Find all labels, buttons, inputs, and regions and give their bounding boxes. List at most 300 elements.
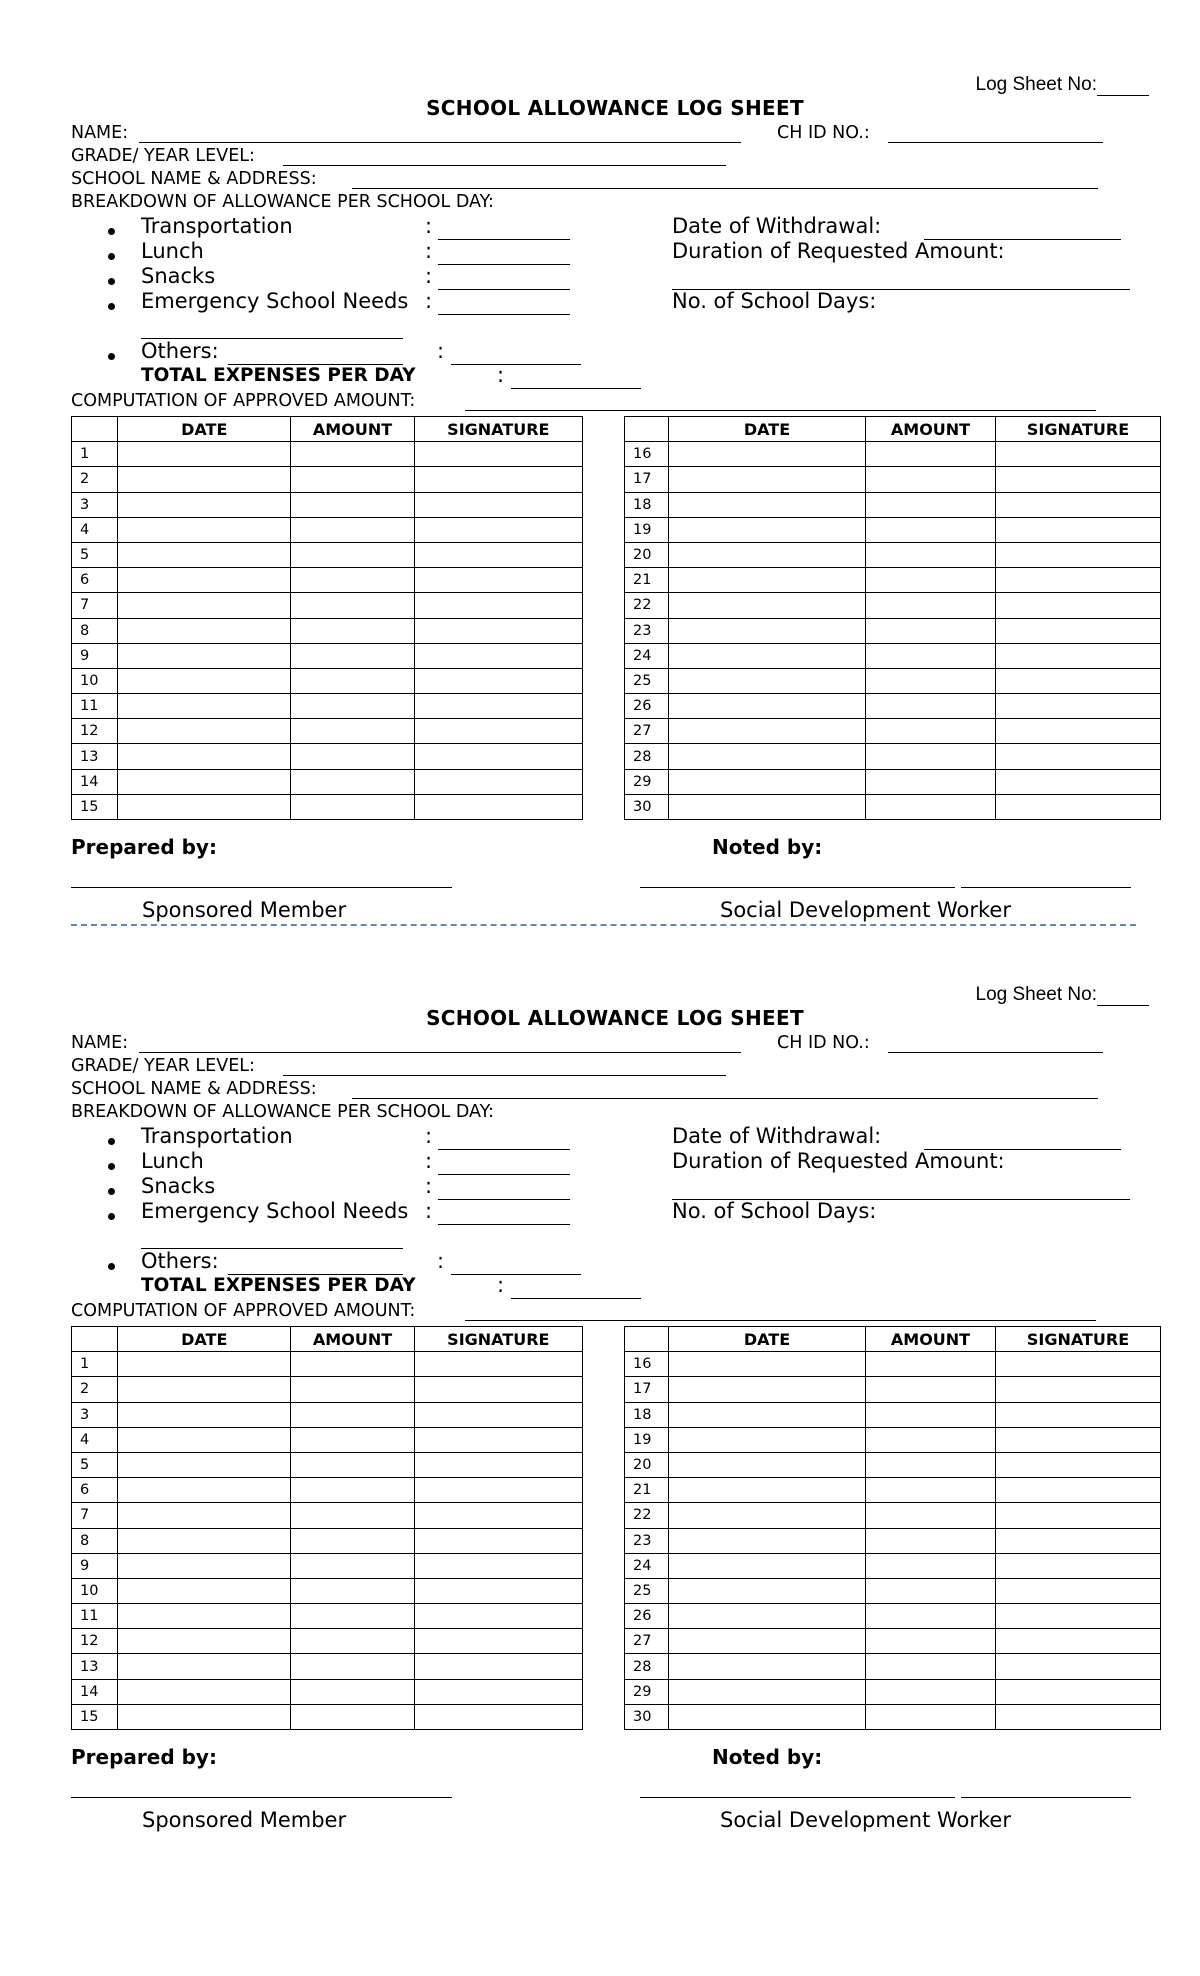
- date-cell[interactable]: [118, 1452, 291, 1477]
- noted-by-label: Noted by:: [712, 1745, 823, 1769]
- date-cell[interactable]: [118, 744, 291, 769]
- signature-cell[interactable]: [414, 1352, 582, 1377]
- signature-cell[interactable]: [414, 1553, 582, 1578]
- amount-cell[interactable]: [291, 492, 414, 517]
- date-cell[interactable]: [669, 1478, 866, 1503]
- date-cell[interactable]: [118, 1528, 291, 1553]
- lunch-field[interactable]: [438, 1174, 570, 1175]
- table-row: [625, 1654, 1161, 1679]
- grade-label: GRADE/ YEAR LEVEL:: [71, 146, 255, 166]
- row-number: 19: [625, 517, 669, 542]
- log-sheet-number-field[interactable]: [1097, 987, 1149, 1006]
- log-sheet-top: [71, 70, 1159, 950]
- signature-cell[interactable]: [414, 1377, 582, 1402]
- signature-cell[interactable]: [996, 1578, 1161, 1603]
- date-cell[interactable]: [669, 467, 866, 492]
- log-sheet-number-field[interactable]: [1097, 77, 1149, 96]
- table-row: [625, 794, 1161, 819]
- bullet-icon: [108, 353, 115, 360]
- signature-cell[interactable]: [996, 1452, 1161, 1477]
- amount-cell[interactable]: [866, 1528, 996, 1553]
- date-cell[interactable]: [118, 1629, 291, 1654]
- signature-cell[interactable]: [996, 1654, 1161, 1679]
- row-number: 5: [72, 1452, 118, 1477]
- signature-cell[interactable]: [996, 1427, 1161, 1452]
- date-cell[interactable]: [669, 694, 866, 719]
- amount-cell[interactable]: [291, 1629, 414, 1654]
- signature-cell[interactable]: [996, 593, 1161, 618]
- signature-cell[interactable]: [414, 719, 582, 744]
- sponsored-member-signature-line[interactable]: [71, 887, 452, 888]
- signature-cell[interactable]: [996, 492, 1161, 517]
- signature-cell[interactable]: [414, 1402, 582, 1427]
- table-row: [72, 492, 583, 517]
- signature-cell[interactable]: [414, 492, 582, 517]
- ch-id-field[interactable]: [888, 1052, 1103, 1053]
- signature-cell[interactable]: [414, 568, 582, 593]
- signature-cell[interactable]: [996, 467, 1161, 492]
- lunch-field[interactable]: [438, 264, 570, 265]
- amount-header: AMOUNT: [291, 1327, 414, 1352]
- table-row: [72, 1704, 583, 1729]
- row-number: 13: [72, 1654, 118, 1679]
- signature-cell[interactable]: [996, 668, 1161, 693]
- school-label: SCHOOL NAME & ADDRESS:: [71, 1079, 317, 1099]
- amount-cell[interactable]: [291, 542, 414, 567]
- table-row: [72, 1478, 583, 1503]
- amount-cell[interactable]: [866, 643, 996, 668]
- amount-cell[interactable]: [291, 593, 414, 618]
- signature-header: SIGNATURE: [996, 1327, 1161, 1352]
- table-row: [72, 719, 583, 744]
- date-cell[interactable]: [669, 794, 866, 819]
- row-number: 16: [625, 442, 669, 467]
- date-cell[interactable]: [118, 1604, 291, 1629]
- table-row: [625, 467, 1161, 492]
- signature-cell[interactable]: [414, 442, 582, 467]
- amount-cell[interactable]: [291, 1377, 414, 1402]
- date-cell[interactable]: [118, 1377, 291, 1402]
- table-row: [625, 442, 1161, 467]
- row-number-header: [72, 1327, 118, 1352]
- row-number: 10: [72, 1578, 118, 1603]
- amount-cell[interactable]: [866, 1704, 996, 1729]
- row-number: 12: [72, 1629, 118, 1654]
- row-number: 7: [72, 593, 118, 618]
- date-cell[interactable]: [118, 568, 291, 593]
- date-header: DATE: [669, 1327, 866, 1352]
- date-cell[interactable]: [118, 593, 291, 618]
- date-cell[interactable]: [118, 1503, 291, 1528]
- amount-cell[interactable]: [291, 1402, 414, 1427]
- table-row: [72, 517, 583, 542]
- colon: :: [437, 1249, 445, 1273]
- date-cell[interactable]: [118, 1478, 291, 1503]
- amount-cell[interactable]: [866, 1452, 996, 1477]
- row-number: 7: [72, 1503, 118, 1528]
- amount-cell[interactable]: [866, 1553, 996, 1578]
- amount-cell[interactable]: [291, 1704, 414, 1729]
- row-number: 3: [72, 1402, 118, 1427]
- sdw-label: Social Development Worker: [720, 1808, 1011, 1832]
- row-number: 3: [72, 492, 118, 517]
- date-cell[interactable]: [118, 542, 291, 567]
- signature-cell[interactable]: [414, 1427, 582, 1452]
- date-cell[interactable]: [669, 618, 866, 643]
- date-cell[interactable]: [669, 769, 866, 794]
- row-number: 8: [72, 1528, 118, 1553]
- table-row: [625, 668, 1161, 693]
- signature-cell[interactable]: [414, 1452, 582, 1477]
- table-row: [72, 1679, 583, 1704]
- others-label: Others:: [141, 1249, 219, 1273]
- row-number: 26: [625, 1604, 669, 1629]
- signature-cell[interactable]: [414, 1604, 582, 1629]
- date-cell[interactable]: [669, 1452, 866, 1477]
- date-cell[interactable]: [118, 618, 291, 643]
- amount-cell[interactable]: [866, 1503, 996, 1528]
- signature-cell[interactable]: [414, 467, 582, 492]
- amount-cell[interactable]: [291, 1452, 414, 1477]
- date-withdrawal-label: Date of Withdrawal:: [672, 1124, 882, 1148]
- amount-cell[interactable]: [291, 1503, 414, 1528]
- amount-cell[interactable]: [866, 492, 996, 517]
- signature-cell[interactable]: [996, 1629, 1161, 1654]
- date-cell[interactable]: [118, 643, 291, 668]
- signature-cell[interactable]: [414, 593, 582, 618]
- signature-cell[interactable]: [996, 618, 1161, 643]
- transportation-label: Transportation: [141, 1124, 293, 1148]
- signature-cell[interactable]: [996, 694, 1161, 719]
- table-row: [72, 1452, 583, 1477]
- table-row: [625, 1578, 1161, 1603]
- table-row: [625, 1528, 1161, 1553]
- emergency-field[interactable]: [438, 1224, 570, 1225]
- table-row: [72, 593, 583, 618]
- table-row: [72, 1352, 583, 1377]
- signature-cell[interactable]: [414, 744, 582, 769]
- amount-cell[interactable]: [866, 1427, 996, 1452]
- others-amount-field[interactable]: [451, 1274, 581, 1275]
- signature-cell[interactable]: [414, 1528, 582, 1553]
- colon: :: [425, 1199, 433, 1223]
- row-number: 17: [625, 467, 669, 492]
- sdw-signature-line[interactable]: [640, 1797, 955, 1798]
- amount-cell[interactable]: [291, 769, 414, 794]
- emergency-label: Emergency School Needs: [141, 289, 409, 313]
- date-cell[interactable]: [118, 442, 291, 467]
- amount-cell[interactable]: [866, 1654, 996, 1679]
- date-cell[interactable]: [118, 1402, 291, 1427]
- table-row: [72, 542, 583, 567]
- signature-cell[interactable]: [414, 618, 582, 643]
- sdw-date-line[interactable]: [961, 887, 1131, 888]
- date-cell[interactable]: [118, 1427, 291, 1452]
- row-number: 27: [625, 719, 669, 744]
- amount-cell[interactable]: [291, 668, 414, 693]
- amount-cell[interactable]: [866, 517, 996, 542]
- row-number-header: [625, 1327, 669, 1352]
- others-amount-field[interactable]: [451, 364, 581, 365]
- sponsored-member-label: Sponsored Member: [142, 1808, 347, 1832]
- signature-cell[interactable]: [414, 769, 582, 794]
- signature-cell[interactable]: [996, 643, 1161, 668]
- amount-cell[interactable]: [866, 1377, 996, 1402]
- amount-cell[interactable]: [291, 467, 414, 492]
- amount-cell[interactable]: [291, 1679, 414, 1704]
- duration-label: Duration of Requested Amount:: [672, 1149, 1005, 1173]
- amount-cell[interactable]: [291, 1352, 414, 1377]
- amount-cell[interactable]: [866, 1604, 996, 1629]
- amount-cell[interactable]: [291, 442, 414, 467]
- date-cell[interactable]: [118, 1654, 291, 1679]
- amount-cell[interactable]: [291, 1528, 414, 1553]
- total-label: TOTAL EXPENSES PER DAY: [141, 1275, 416, 1296]
- date-cell[interactable]: [669, 1402, 866, 1427]
- computation-field[interactable]: [465, 1320, 1096, 1321]
- amount-cell[interactable]: [866, 668, 996, 693]
- prepared-by-label: Prepared by:: [71, 1745, 217, 1769]
- amount-cell[interactable]: [291, 1478, 414, 1503]
- date-cell[interactable]: [669, 593, 866, 618]
- amount-cell[interactable]: [866, 744, 996, 769]
- signature-cell[interactable]: [996, 542, 1161, 567]
- total-field[interactable]: [511, 388, 641, 389]
- amount-cell[interactable]: [866, 442, 996, 467]
- row-number: 6: [72, 1478, 118, 1503]
- amount-cell[interactable]: [866, 618, 996, 643]
- prepared-by-label: Prepared by:: [71, 835, 217, 859]
- signature-cell[interactable]: [996, 1503, 1161, 1528]
- date-cell[interactable]: [669, 719, 866, 744]
- date-cell[interactable]: [669, 517, 866, 542]
- date-cell[interactable]: [669, 1629, 866, 1654]
- amount-cell[interactable]: [866, 794, 996, 819]
- emergency-field[interactable]: [438, 314, 570, 315]
- amount-cell[interactable]: [291, 1654, 414, 1679]
- snacks-field[interactable]: [438, 289, 570, 290]
- date-cell[interactable]: [669, 542, 866, 567]
- colon: :: [497, 1273, 505, 1297]
- signature-cell[interactable]: [414, 1704, 582, 1729]
- amount-cell[interactable]: [291, 1427, 414, 1452]
- date-cell[interactable]: [669, 442, 866, 467]
- bullet-icon: [108, 1163, 115, 1170]
- form-title: SCHOOL ALLOWANCE LOG SHEET: [426, 1006, 804, 1030]
- signature-cell[interactable]: [996, 1402, 1161, 1427]
- date-cell[interactable]: [669, 1654, 866, 1679]
- name-field[interactable]: [139, 142, 741, 143]
- amount-cell[interactable]: [866, 1679, 996, 1704]
- computation-label: COMPUTATION OF APPROVED AMOUNT:: [71, 1301, 416, 1321]
- school-field[interactable]: [352, 1098, 1098, 1099]
- table-row: [72, 1604, 583, 1629]
- date-cell[interactable]: [669, 1704, 866, 1729]
- amount-cell[interactable]: [866, 1352, 996, 1377]
- signature-cell[interactable]: [414, 517, 582, 542]
- date-cell[interactable]: [118, 1352, 291, 1377]
- signature-cell[interactable]: [414, 1578, 582, 1603]
- date-cell[interactable]: [669, 1377, 866, 1402]
- signature-cell[interactable]: [996, 1352, 1161, 1377]
- signature-cell[interactable]: [414, 1503, 582, 1528]
- amount-header: AMOUNT: [866, 417, 996, 442]
- amount-cell[interactable]: [291, 643, 414, 668]
- signature-cell[interactable]: [414, 1478, 582, 1503]
- amount-cell[interactable]: [291, 744, 414, 769]
- date-cell[interactable]: [118, 1578, 291, 1603]
- date-cell[interactable]: [669, 1679, 866, 1704]
- date-cell[interactable]: [118, 769, 291, 794]
- signature-cell[interactable]: [414, 1629, 582, 1654]
- signature-cell[interactable]: [996, 769, 1161, 794]
- row-number: 26: [625, 694, 669, 719]
- date-cell[interactable]: [669, 1503, 866, 1528]
- date-cell[interactable]: [118, 492, 291, 517]
- date-cell[interactable]: [669, 1553, 866, 1578]
- computation-field[interactable]: [465, 410, 1096, 411]
- signature-cell[interactable]: [996, 517, 1161, 542]
- amount-cell[interactable]: [866, 568, 996, 593]
- row-number: 12: [72, 719, 118, 744]
- table-row: [625, 694, 1161, 719]
- amount-cell[interactable]: [866, 719, 996, 744]
- table-row: [625, 1452, 1161, 1477]
- signature-cell[interactable]: [414, 1679, 582, 1704]
- row-number: 2: [72, 467, 118, 492]
- date-cell[interactable]: [669, 1427, 866, 1452]
- row-number: 11: [72, 1604, 118, 1629]
- row-number: 18: [625, 1402, 669, 1427]
- signature-cell[interactable]: [414, 542, 582, 567]
- school-field[interactable]: [352, 188, 1098, 189]
- transportation-field[interactable]: [438, 1149, 570, 1150]
- date-cell[interactable]: [669, 492, 866, 517]
- colon: :: [425, 1124, 433, 1148]
- date-cell[interactable]: [118, 694, 291, 719]
- signature-cell[interactable]: [414, 643, 582, 668]
- row-number: 19: [625, 1427, 669, 1452]
- amount-cell[interactable]: [866, 769, 996, 794]
- amount-cell[interactable]: [866, 467, 996, 492]
- sdw-signature-line[interactable]: [640, 887, 955, 888]
- table-row: [72, 744, 583, 769]
- amount-cell[interactable]: [291, 618, 414, 643]
- grade-field[interactable]: [283, 1075, 726, 1076]
- signature-cell[interactable]: [996, 794, 1161, 819]
- date-cell[interactable]: [118, 1704, 291, 1729]
- date-cell[interactable]: [669, 744, 866, 769]
- snacks-field[interactable]: [438, 1199, 570, 1200]
- signature-cell[interactable]: [996, 1604, 1161, 1629]
- row-number: 8: [72, 618, 118, 643]
- amount-cell[interactable]: [866, 1629, 996, 1654]
- date-cell[interactable]: [669, 1604, 866, 1629]
- amount-cell[interactable]: [291, 568, 414, 593]
- sponsored-member-signature-line[interactable]: [71, 1797, 452, 1798]
- amount-cell[interactable]: [291, 794, 414, 819]
- signature-cell[interactable]: [414, 1654, 582, 1679]
- amount-cell[interactable]: [291, 1553, 414, 1578]
- date-cell[interactable]: [118, 1679, 291, 1704]
- date-cell[interactable]: [669, 568, 866, 593]
- row-number: 15: [72, 794, 118, 819]
- amount-cell[interactable]: [866, 542, 996, 567]
- amount-cell[interactable]: [866, 1578, 996, 1603]
- log-table-left: [71, 416, 583, 820]
- date-cell[interactable]: [669, 1528, 866, 1553]
- amount-cell[interactable]: [866, 1402, 996, 1427]
- date-cell[interactable]: [669, 668, 866, 693]
- signature-cell[interactable]: [996, 744, 1161, 769]
- signature-cell[interactable]: [996, 1478, 1161, 1503]
- log-table-left: [71, 1326, 583, 1730]
- total-label: TOTAL EXPENSES PER DAY: [141, 365, 416, 386]
- signature-cell[interactable]: [996, 442, 1161, 467]
- total-field[interactable]: [511, 1298, 641, 1299]
- amount-cell[interactable]: [866, 593, 996, 618]
- date-cell[interactable]: [669, 1352, 866, 1377]
- name-field[interactable]: [139, 1052, 741, 1053]
- row-number: 21: [625, 1478, 669, 1503]
- signature-cell[interactable]: [414, 794, 582, 819]
- amount-header: AMOUNT: [866, 1327, 996, 1352]
- signature-cell[interactable]: [996, 1528, 1161, 1553]
- signature-cell[interactable]: [996, 568, 1161, 593]
- row-number: 9: [72, 1553, 118, 1578]
- ch-id-field[interactable]: [888, 142, 1103, 143]
- signature-cell[interactable]: [996, 1553, 1161, 1578]
- date-cell[interactable]: [118, 794, 291, 819]
- amount-cell[interactable]: [291, 517, 414, 542]
- date-cell[interactable]: [118, 668, 291, 693]
- table-row: [625, 1704, 1161, 1729]
- date-cell[interactable]: [118, 719, 291, 744]
- log-table-right: [624, 416, 1161, 820]
- date-cell[interactable]: [669, 643, 866, 668]
- table-row: [625, 568, 1161, 593]
- amount-cell[interactable]: [291, 719, 414, 744]
- table-row: [625, 492, 1161, 517]
- table-row: [72, 1377, 583, 1402]
- signature-cell[interactable]: [996, 1679, 1161, 1704]
- amount-cell[interactable]: [866, 1478, 996, 1503]
- signature-cell[interactable]: [414, 668, 582, 693]
- date-cell[interactable]: [118, 1553, 291, 1578]
- date-header: DATE: [118, 1327, 291, 1352]
- grade-field[interactable]: [283, 165, 726, 166]
- log-sheet-number: Log Sheet No:: [976, 74, 1149, 96]
- signature-cell[interactable]: [996, 719, 1161, 744]
- signature-header: SIGNATURE: [414, 417, 582, 442]
- date-cell[interactable]: [118, 467, 291, 492]
- signature-cell[interactable]: [414, 694, 582, 719]
- amount-cell[interactable]: [866, 694, 996, 719]
- signature-cell[interactable]: [996, 1704, 1161, 1729]
- table-row: [625, 1478, 1161, 1503]
- transportation-field[interactable]: [438, 239, 570, 240]
- row-number-header: [72, 417, 118, 442]
- date-cell[interactable]: [118, 517, 291, 542]
- row-number: 21: [625, 568, 669, 593]
- sdw-date-line[interactable]: [961, 1797, 1131, 1798]
- amount-cell[interactable]: [291, 694, 414, 719]
- signature-cell[interactable]: [996, 1377, 1161, 1402]
- amount-cell[interactable]: [291, 1578, 414, 1603]
- row-number: 13: [72, 744, 118, 769]
- amount-cell[interactable]: [291, 1604, 414, 1629]
- date-cell[interactable]: [669, 1578, 866, 1603]
